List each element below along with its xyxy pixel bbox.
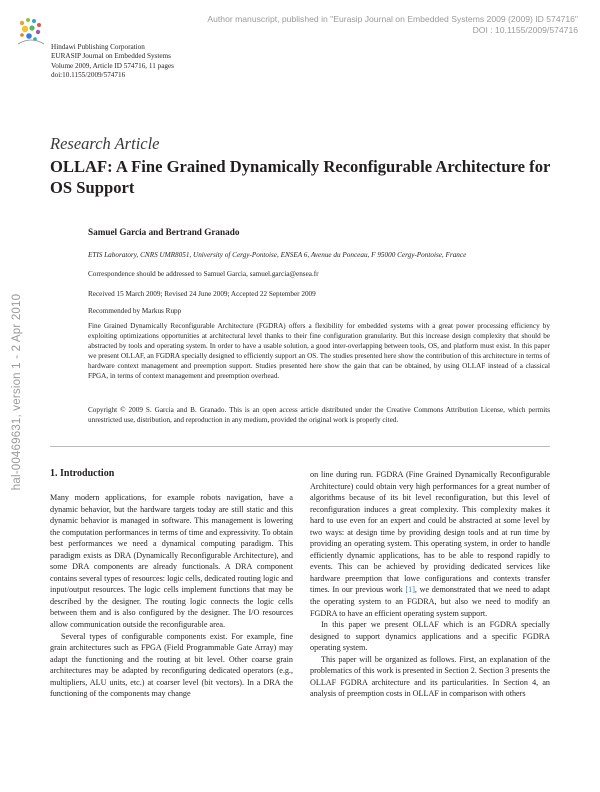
paper-title: OLLAF: A Fine Grained Dynamically Reconfigurable Architecture for OS Support	[50, 157, 551, 197]
section-divider	[50, 446, 550, 447]
paragraph-text: , we demonstrated that we need to adapt the operating system to an FGDRA, but also we need to modify an FGDRA to have an efficient operating system support.	[310, 585, 550, 618]
copyright-notice: Copyright © 2009 S. Garcia and B. Granado. This is an open access article distributed under the Creative Commons Attribution License, which permits unrestricted use, distribution, and reproduction in any medium, provided the original work is properly cited.	[88, 406, 550, 425]
paragraph: Many modern applications, for example robots navigation, have a dynamic behavior, but the hardware targets today are still static and this dynamic behavior is managed in software. This management is lowering the computation performances in terms of time and expressivity. To obtain best performances we need a dynamical computing paradigm. This paradigm exists as DRA (Dynamically Reconfigurable Architecture), and some DRA components are already functionals. A DRA component contains several types of resources: logic cells, dedicated routing logic and input/output resources. The logic cells implement functions that may be described by the designer. The routing logic connects the logic cells between them and is also configured by the designer. The I/O resources allow communication outside the reconfigurable area.	[50, 493, 293, 630]
section-heading: 1. Introduction	[50, 468, 115, 479]
authors: Samuel Garcia and Bertrand Granado	[88, 227, 240, 237]
publisher-info	[51, 43, 174, 80]
article-type: Research Article	[50, 134, 160, 153]
hal-side-label: hal-00469631, version 1 - 2 Apr 2010	[11, 293, 23, 491]
hindawi-logo-icon	[14, 14, 48, 48]
doi-info: doi:10.1155/2009/574716	[51, 70, 126, 79]
recommended-by: Recommended by Markus Rupp	[88, 307, 182, 315]
hal-header	[207, 14, 578, 35]
publisher-name: Hindawi Publishing Corporation	[51, 43, 145, 51]
paragraph: Several types of configurable components exist. For example, fine grain architectures such as FPGA (Field Programmable Gate Array) may adapt the functioning and the routing at bit level. Other coarse grain architectures may be adapted by reconfiguring dedicated operators (e.g., multipliers, ALU units, etc.) at coarser level (bit vectors). In a DRA the functioning of the components may change	[50, 631, 293, 699]
correspondence: Correspondence should be addressed to Samuel Garcia, samuel.garcia@ensea.fr	[88, 270, 319, 278]
paragraph-text: on line during run. FGDRA (Fine Grained Dynamically Reconfigurable Architecture) could obtain very high performances for a great number of algorithms because of its bit level reconfiguration, but this level of reconfiguration induces a great complexity. This complexity makes it hard to use even for an expert and could be abstracted at some level by two ways: at design time by providing design tools and at run time by providing an operating system. This operating system, in order to handle efficiently dynamic applications, has to be able to respond rapidly to events. This can be achieved by providing dedicated services like hardware preemption that lowe configurations and contexts transfer times. In our previous work	[310, 470, 550, 595]
left-column	[50, 492, 293, 700]
journal-name: EURASIP Journal on Embedded Systems	[51, 52, 171, 61]
citation-link[interactable]: [1]	[405, 585, 415, 595]
paragraph: In this paper we present OLLAF which is an FGDRA specially designed to support dynamics applications and a specific FGDRA operating system.	[310, 620, 550, 653]
received-dates: Received 15 March 2009; Revised 24 June 2009; Accepted 22 September 2009	[88, 290, 316, 298]
affiliation: ETIS Laboratory, CNRS UMR8051, University of Cergy-Pontoise, ENSEA 6, Avenue du Ponceau, F 95000 Cergy-Pontoise, France	[88, 251, 467, 259]
abstract: Fine Grained Dynamically Reconfigurable Architecture (FGDRA) offers a flexibility for embedded systems with a great power processing efficiency by exploiting optimizations opportunities at architectural level thanks to their fine configuration granularity. But this increase design complexity that should be abstracted by tools and operating system. In order to have a usable solution, a good inter-overlapping between tools, OS, and platform must exist. In this paper we present OLLAF, an FGDRA specially designed to efficiently support an OS. The studies presented here show the contribution of this architecture in terms of hardware context management and preemption support. Studies presented here show the gain that can be obtained, by using OLLAF instead of a classical FPGA, in terms of context management and preemption overhead.	[88, 322, 550, 381]
paragraph	[310, 469, 550, 619]
volume-info: Volume 2009, Article ID 574716, 11 pages	[51, 61, 174, 70]
paragraph: This paper will be organized as follows. First, an explanation of the problematics of this work is presented in Section 2. Section 3 presents the OLLAF FGDRA architecture and its particularities. In Section 4, an analysis of preemption costs in OLLAF in comparison with others	[310, 654, 550, 699]
hal-header-doi: DOI : 10.1155/2009/574716	[472, 24, 578, 35]
hal-header-citation: Author manuscript, published in "Eurasip Journal on Embedded Systems 2009 (2009) ID 574716"	[207, 14, 578, 24]
right-column	[310, 469, 550, 700]
